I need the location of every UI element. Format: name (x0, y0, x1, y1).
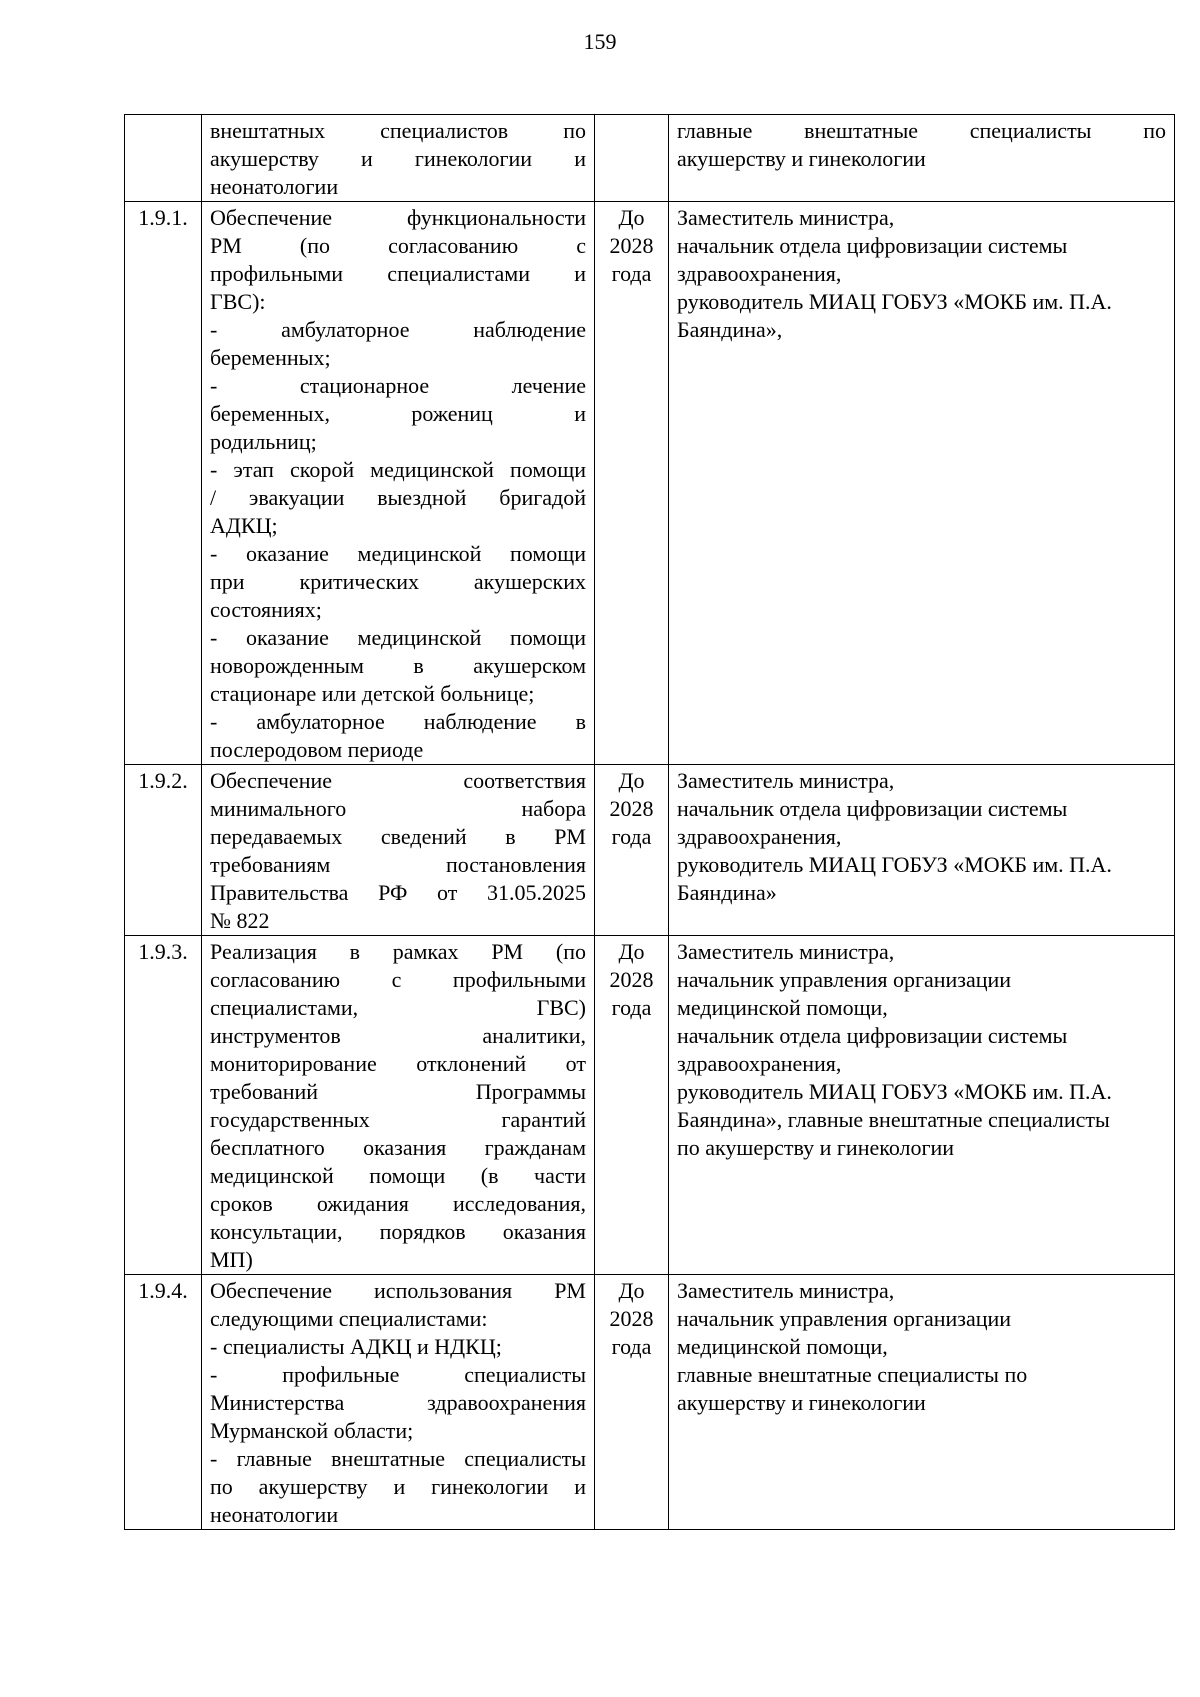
description-line: следующими специалистами: (210, 1306, 488, 1331)
row-description-cell (202, 202, 595, 765)
responsible-line: Заместитель министра, (677, 205, 895, 230)
description-line: медицинской помощи (в части (210, 1163, 586, 1188)
description-line: РМ (по согласованию с (210, 233, 586, 258)
responsible-line: медицинской помощи, (677, 1334, 888, 1359)
responsible-line: по акушерству и гинекологии (677, 1135, 955, 1160)
description-line: беременных; (210, 345, 331, 370)
description-line: Обеспечение использования РМ (210, 1278, 586, 1303)
table-row (125, 202, 1175, 765)
table-row (125, 115, 1175, 202)
table-row (125, 765, 1175, 936)
description-line: АДКЦ; (210, 513, 278, 538)
description-line: специалистами, ГВС) (210, 995, 586, 1020)
row-term-cell (595, 1275, 669, 1530)
description-line: Мурманской области; (210, 1418, 414, 1443)
description-line: ГВС): (210, 289, 266, 314)
row-description-cell (202, 936, 595, 1275)
row-description-cell (202, 1275, 595, 1530)
row-responsible-cell (669, 115, 1175, 202)
responsible-line: акушерству и гинекологии (677, 1390, 926, 1415)
description-line: Министерства здравоохранения (210, 1390, 586, 1415)
description-line: государственных гарантий (210, 1107, 586, 1132)
description-line: - оказание медицинской помощи (210, 541, 586, 566)
description-line: внештатных специалистов по (210, 118, 586, 143)
term-line: До (618, 939, 645, 964)
description-line: - амбулаторное наблюдение в (210, 709, 586, 734)
row-number-cell: 1.9.1. (125, 202, 202, 765)
description-line: неонатологии (210, 174, 339, 199)
row-responsible-cell (669, 765, 1175, 936)
row-number-cell: 1.9.2. (125, 765, 202, 936)
description-line: инструментов аналитики, (210, 1023, 586, 1048)
responsible-line: Баяндина» (677, 880, 777, 905)
description-line: требований Программы (210, 1079, 586, 1104)
description-line: - главные внештатные специалисты (210, 1446, 586, 1471)
term-line: 2028 (609, 967, 654, 992)
term-line: 2028 (609, 796, 654, 821)
term-line: 2028 (609, 1306, 654, 1331)
description-line: МП) (210, 1247, 253, 1272)
responsible-line: начальник отдела цифровизации системы (677, 1023, 1068, 1048)
row-responsible-cell (669, 936, 1175, 1275)
description-line: новорожденным в акушерском (210, 653, 586, 678)
term-line: года (611, 1334, 652, 1359)
description-line: Обеспечение соответствия (210, 768, 586, 793)
responsible-line: начальник управления организации (677, 1306, 1012, 1331)
description-line: стационаре или детской больнице; (210, 681, 535, 706)
row-term-cell (595, 765, 669, 936)
description-line: профильными специалистами и (210, 261, 586, 286)
responsible-line: здравоохранения, (677, 1051, 842, 1076)
table-row (125, 936, 1175, 1275)
term-line: года (611, 261, 652, 286)
responsible-line: медицинской помощи, (677, 995, 888, 1020)
term-line: года (611, 995, 652, 1020)
description-line: сроков ожидания исследования, (210, 1191, 586, 1216)
description-line: мониторирование отклонений от (210, 1051, 586, 1076)
description-line: № 822 (210, 908, 270, 933)
description-line: неонатологии (210, 1502, 339, 1527)
term-line: года (611, 824, 652, 849)
responsible-line: Заместитель министра, (677, 1278, 895, 1303)
description-line: акушерству и гинекологии и (210, 146, 586, 171)
description-line: - специалисты АДКЦ и НДКЦ; (210, 1334, 502, 1359)
row-number-cell: 1.9.4. (125, 1275, 202, 1530)
responsible-line: начальник отдела цифровизации системы (677, 233, 1068, 258)
term-line: До (618, 768, 645, 793)
row-responsible-cell (669, 1275, 1175, 1530)
responsible-line: главные внештатные специалисты по (677, 118, 1166, 143)
description-line: / эвакуации выездной бригадой (210, 485, 586, 510)
description-line: при критических акушерских (210, 569, 586, 594)
description-line: передаваемых сведений в РМ (210, 824, 586, 849)
description-line: бесплатного оказания гражданам (210, 1135, 586, 1160)
responsible-line: руководитель МИАЦ ГОБУЗ «МОКБ им. П.А. (677, 852, 1112, 877)
description-line: - амбулаторное наблюдение (210, 317, 586, 342)
description-line: - стационарное лечение (210, 373, 586, 398)
responsible-line: здравоохранения, (677, 261, 842, 286)
action-plan-table (124, 114, 1175, 1530)
row-number-cell: 1.9.3. (125, 936, 202, 1275)
description-line: - этап скорой медицинской помощи (210, 457, 586, 482)
responsible-line: Баяндина», (677, 317, 783, 342)
description-line: Правительства РФ от 31.05.2025 (210, 880, 586, 905)
description-line: Реализация в рамках РМ (по (210, 939, 586, 964)
row-term-cell (595, 202, 669, 765)
description-line: - оказание медицинской помощи (210, 625, 586, 650)
description-line: минимального набора (210, 796, 586, 821)
row-description-cell (202, 115, 595, 202)
description-line: родильниц; (210, 429, 317, 454)
table-row (125, 1275, 1175, 1530)
responsible-line: начальник управления организации (677, 967, 1012, 992)
description-line: послеродовом периоде (210, 737, 424, 762)
responsible-line: Заместитель министра, (677, 768, 895, 793)
description-line: состояниях; (210, 597, 322, 622)
row-description-cell (202, 765, 595, 936)
description-line: Обеспечение функциональности (210, 205, 586, 230)
row-responsible-cell (669, 202, 1175, 765)
responsible-line: акушерству и гинекологии (677, 146, 926, 171)
description-line: согласованию с профильными (210, 967, 586, 992)
row-term-cell (595, 115, 669, 202)
responsible-line: Заместитель министра, (677, 939, 895, 964)
responsible-line: главные внештатные специалисты по (677, 1362, 1028, 1387)
responsible-line: начальник отдела цифровизации системы (677, 796, 1068, 821)
row-term-cell (595, 936, 669, 1275)
responsible-line: руководитель МИАЦ ГОБУЗ «МОКБ им. П.А. (677, 1079, 1112, 1104)
responsible-line: здравоохранения, (677, 824, 842, 849)
term-line: До (618, 1278, 645, 1303)
description-line: по акушерству и гинекологии и (210, 1474, 586, 1499)
description-line: беременных, рожениц и (210, 401, 586, 426)
term-line: 2028 (609, 233, 654, 258)
responsible-line: руководитель МИАЦ ГОБУЗ «МОКБ им. П.А. (677, 289, 1112, 314)
row-number-cell (125, 115, 202, 202)
responsible-line: Баяндина», главные внештатные специалисты (677, 1107, 1110, 1132)
description-line: требованиям постановления (210, 852, 586, 877)
description-line: консультации, порядков оказания (210, 1219, 586, 1244)
page-number: 159 (583, 29, 617, 54)
description-line: - профильные специалисты (210, 1362, 586, 1387)
term-line: До (618, 205, 645, 230)
